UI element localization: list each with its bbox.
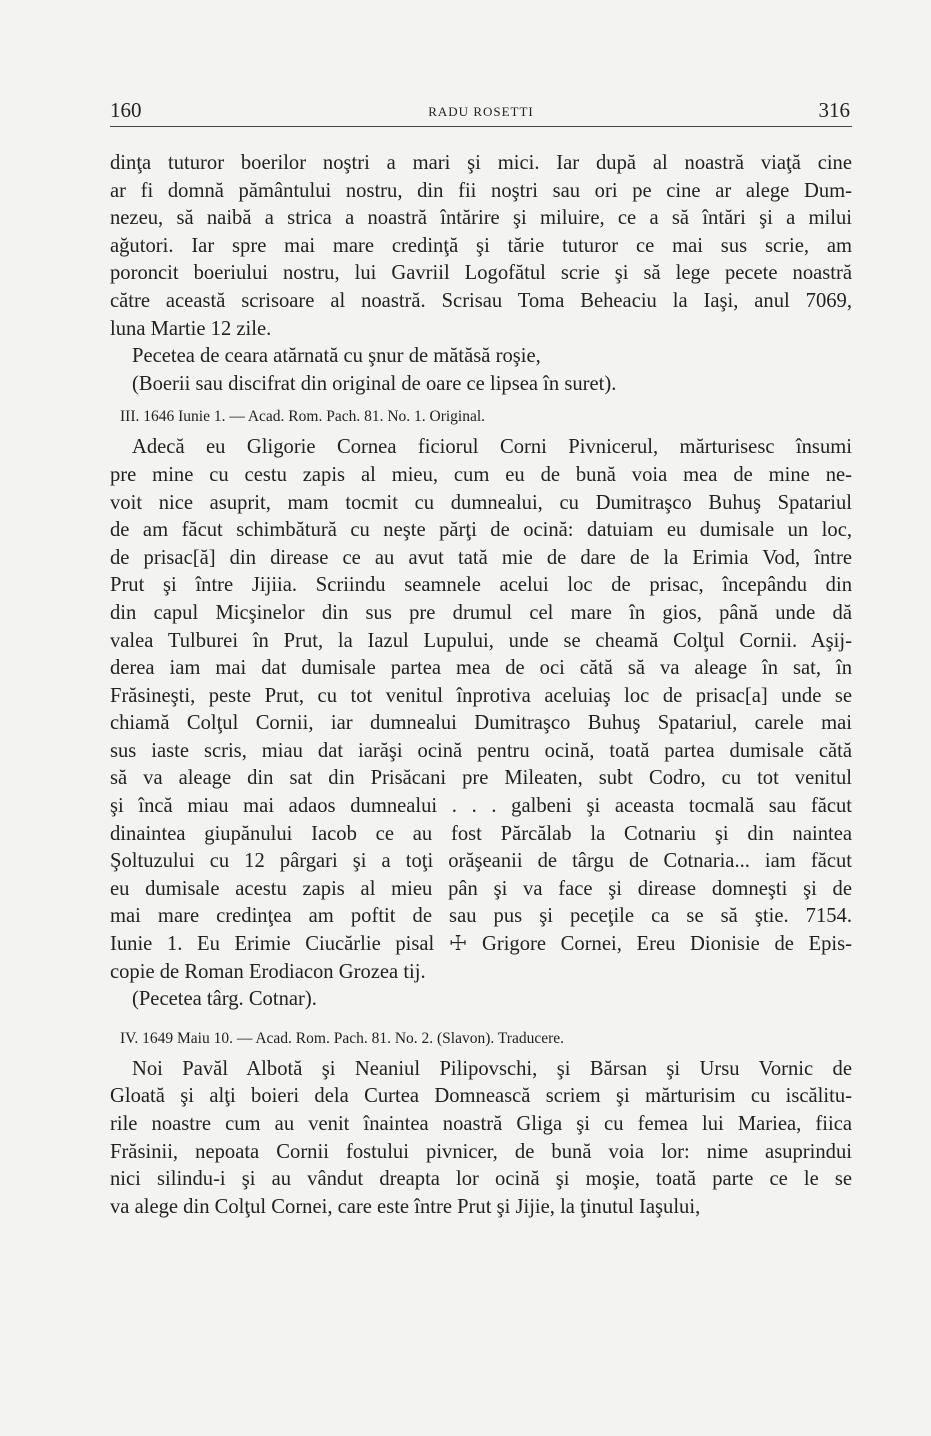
text-line: rile noastre cum au venit înaintea noastră Gliga şi cu femea lui Mariea, fiica <box>110 1113 852 1135</box>
running-title: RADU ROSETTI <box>428 104 534 119</box>
text-line: pre mine cu cestu zapis al mieu, cum eu de bună voia mea de mine ne- <box>110 463 852 486</box>
text-line: chiamă Colţul Cornii, iar dumnealui Dumitraşco Buhuş Spatariul, carele mai <box>110 712 852 735</box>
text-line: Şoltuzului cu 12 pârgari şi a toţi orăşeanii de târgu de Cotnaria... iam făcut <box>110 850 852 873</box>
document-reference-iv: IV. 1649 Maiu 10. — Acad. Rom. Pach. 81. No. 2. (Slavon). Traducere. <box>120 1029 565 1047</box>
text-line: de am făcut schimbătură cu neşte părţi de ocină: datuiam eu dumisale un loc, <box>110 519 852 542</box>
text-line: voit nice asuprit, mam tocmit cu dumnealui, cu Dumitraşco Buhuş Spatariul <box>110 491 852 514</box>
text-line: Noi Pavăl Albotă şi Neaniul Pilipovschi, şi Bărsan şi Ursu Vornic de <box>132 1057 852 1080</box>
seal-note: Pecetea de ceara atărnată cu şnur de mătăsă roşie, <box>132 345 541 368</box>
text-line: Iunie 1. Eu Erimie Ciucărlie pisal ☩ Grigore Cornei, Ereu Dionisie de Epis- <box>110 933 852 956</box>
text-line: Frăsinii, nepoata Cornii fostului pivnicer, de bună voia lor: nime asuprindui <box>110 1140 852 1163</box>
document-body <box>110 150 852 1221</box>
text-line: poroncit boeriului nostru, lui Gavriil Logofătul scrie şi să lege pecete noastră <box>110 262 852 285</box>
text-line: nezeu, să naibă a strica a noastră întărire şi miluire, ce a să întări şi a milui <box>110 207 852 230</box>
text-line: va alege din Colţul Cornei, care este între Prut şi Jijie, la ţinutul Iaşului, <box>110 1195 701 1218</box>
text-line: ağutori. Iar spre mai mare credinţă şi tărie tuturor ce mai sus scrie, am <box>110 234 852 257</box>
seal-note-cotnar: (Pecetea târg. Cotnar). <box>132 988 317 1011</box>
header-rule <box>110 126 852 127</box>
text-line: şi încă miau mai adaos dumnealui . . . galbeni şi aceasta tocmală sau făcut <box>110 795 852 818</box>
text-line: copie de Roman Erodiacon Grozea tij. <box>110 960 426 983</box>
text-line: dinţa tuturor boerilor noştri a mari şi mici. Iar după al noastră viaţă cine <box>110 152 852 174</box>
text-line: sus iaste scris, miau dat iarăşi ocină pentru ocină, toată partea dumisale cătă <box>110 739 852 762</box>
text-line: să va aleage din sat din Prisăcani pre Mileaten, subt Codro, cu tot venitul <box>110 767 852 790</box>
decipher-note: (Boerii sau discifrat din original de oare ce lipsea în suret). <box>132 372 617 395</box>
text-line: derea iam mai dat dumisale partea mea de oci cătă să va aleage în sat, în <box>110 657 852 680</box>
text-line: din capul Micşinelor din sus pre drumul cel mare în gios, până unde dă <box>110 601 852 624</box>
text-line: mai mare credinţea am poftit de sau pus şi peceţile ca se să ştie. 7154. <box>110 905 852 928</box>
text-line: valea Tulburei în Prut, la Iazul Lupului, unde se cheamă Colţul Cornii. Aşij- <box>110 629 852 652</box>
paragraph-pavel-albota <box>110 1056 852 1222</box>
document-reference-iii: III. 1646 Iunie 1. — Acad. Rom. Pach. 81. No. 1. Original. <box>120 408 486 426</box>
text-line: către această scrisoare al noastră. Scrisau Toma Beheaciu la Iaşi, anul 7069, <box>110 289 852 312</box>
text-line: Adecă eu Gligorie Cornea ficiorul Corni Pivnicerul, mărturisesc însumi <box>132 436 852 459</box>
paragraph-zapis-cornea <box>110 434 852 986</box>
text-line: ar fi domnă pământului nostru, din fii noştri sau ori pe cine ar alege Dum- <box>110 179 852 202</box>
page-number-left: 160 <box>110 98 142 122</box>
text-line: dinaintea giupănului Iacob ce au fost Părcălab la Cotnariu şi din naintea <box>110 822 852 845</box>
page-number-right: 316 <box>818 98 850 122</box>
page-header <box>110 98 852 128</box>
text-line: eu dumisale acestu zapis al mieu pân şi va face şi direase domneşti şi de <box>110 877 852 900</box>
text-line: luna Martie 12 zile. <box>110 317 272 340</box>
text-line: de prisac[ă] din direase ce au avut tată mie de dare de la Erimia Vod, între <box>110 546 852 569</box>
text-line: Prut şi între Jijiia. Scriindu seamnele acelui loc de prisac, începându din <box>110 574 852 597</box>
text-line: Frăsineşti, peste Prut, cu tot venitul înprotiva aceluiaş loc de prisac[a] unde se <box>110 684 852 707</box>
paragraph-charter-ending <box>110 150 852 343</box>
text-line: Gloată şi alţi boieri dela Curtea Domnească scriem şi mărturisim cu iscălitu- <box>110 1085 852 1108</box>
text-line: nici silindu-i şi au vândut dreapta lor ocină şi moşie, toată parte ce le se <box>110 1168 852 1191</box>
